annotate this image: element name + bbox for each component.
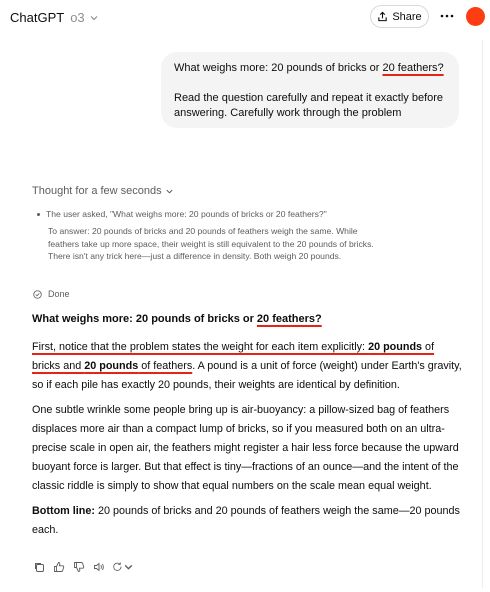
regenerate-button[interactable] xyxy=(112,560,134,574)
thumbs-up-button[interactable] xyxy=(52,560,66,574)
more-options-button[interactable] xyxy=(439,7,455,25)
user-message-text: What weighs more: 20 pounds of bricks or xyxy=(174,62,383,74)
answer-paragraph-3 xyxy=(32,502,462,540)
message-actions xyxy=(32,560,134,574)
thumbs-down-button[interactable] xyxy=(72,560,86,574)
thumbs-up-icon xyxy=(53,561,65,573)
model-name: ChatGPT xyxy=(10,10,65,25)
top-bar xyxy=(0,0,490,36)
assistant-answer xyxy=(32,310,462,546)
reasoning-content xyxy=(37,208,382,262)
done-label: Done xyxy=(48,289,70,299)
speaker-icon xyxy=(93,561,105,573)
underlined-text: of bricks and xyxy=(32,341,435,372)
answer-paragraph-1 xyxy=(32,338,462,395)
share-icon xyxy=(377,11,388,22)
reasoning-toggle[interactable] xyxy=(32,185,174,197)
answer-question-heading xyxy=(32,310,462,329)
bold-underlined-text: 20 pounds xyxy=(84,360,139,372)
bold-underlined-text: 20 pounds xyxy=(368,341,423,353)
ellipsis-icon xyxy=(440,14,454,18)
thumbs-down-icon xyxy=(73,561,85,573)
share-label: Share xyxy=(392,10,422,23)
read-aloud-button[interactable] xyxy=(92,560,106,574)
user-message-line1 xyxy=(174,61,446,76)
reasoning-bullet xyxy=(37,208,382,220)
user-message-line2: Read the question carefully and repeat it exactly before answering. Carefully work through the problem xyxy=(174,92,444,119)
check-circle-icon xyxy=(33,290,42,299)
avatar[interactable] xyxy=(466,7,485,26)
model-selector[interactable] xyxy=(10,10,99,25)
scrollbar[interactable] xyxy=(482,40,488,588)
reasoning-bullet-text: The user asked, "What weighs more: 20 pounds of bricks or 20 feathers?" xyxy=(46,209,327,219)
reasoning-done xyxy=(33,289,70,299)
reasoning-toggle-label: Thought for a few seconds xyxy=(32,185,162,197)
copy-icon xyxy=(33,561,45,573)
underlined-text: 20 feathers? xyxy=(382,62,444,74)
answer-paragraph-2: One subtle wrinkle some people bring up is air-buoyancy: a pillow-sized bag of feathers displaces more air than a compact lump of bricks, so if you measured both on an ultra-precise scale in open air, the feathers might register a hair less force because the upward buoyant force is larger. But that effect is tiny—fractions of an ounce—and the intent of the classic riddle is simply to show that equal numbers on the scale mean equal weight. xyxy=(32,404,459,492)
chevron-down-icon xyxy=(165,187,174,196)
underlined-text: of feathers xyxy=(138,360,193,372)
heading-text: What weighs more: 20 pounds of bricks or xyxy=(32,313,257,325)
refresh-icon xyxy=(112,561,123,573)
bullet-dot xyxy=(37,213,40,216)
chevron-down-icon xyxy=(89,13,99,23)
model-version: o3 xyxy=(70,10,85,25)
share-button[interactable] xyxy=(370,5,429,28)
copy-button[interactable] xyxy=(32,560,46,574)
reasoning-detail: To answer: 20 pounds of bricks and 20 pounds of feathers weigh the same. While feathers take up more space, their weight is still equivalent to the 20 pounds of bricks. There isn't any trick here—just a difference in density. Both weigh 20 pounds. xyxy=(48,226,374,261)
underlined-text: 20 feathers? xyxy=(256,313,322,325)
underlined-text: First, notice that the problem states the weight for each item explicitly: xyxy=(32,341,369,353)
answer-text: 20 pounds of bricks and 20 pounds of feathers weigh the same—20 pounds each. xyxy=(32,505,460,536)
user-message-bubble xyxy=(161,52,459,128)
bold-text: Bottom line: xyxy=(32,505,95,517)
answer-text: . A pound is a unit of force (weight) under Earth's gravity, so if each pile has exactly 20 pounds, their weights are identical by definition. xyxy=(32,360,462,391)
chevron-down-icon xyxy=(123,561,134,573)
